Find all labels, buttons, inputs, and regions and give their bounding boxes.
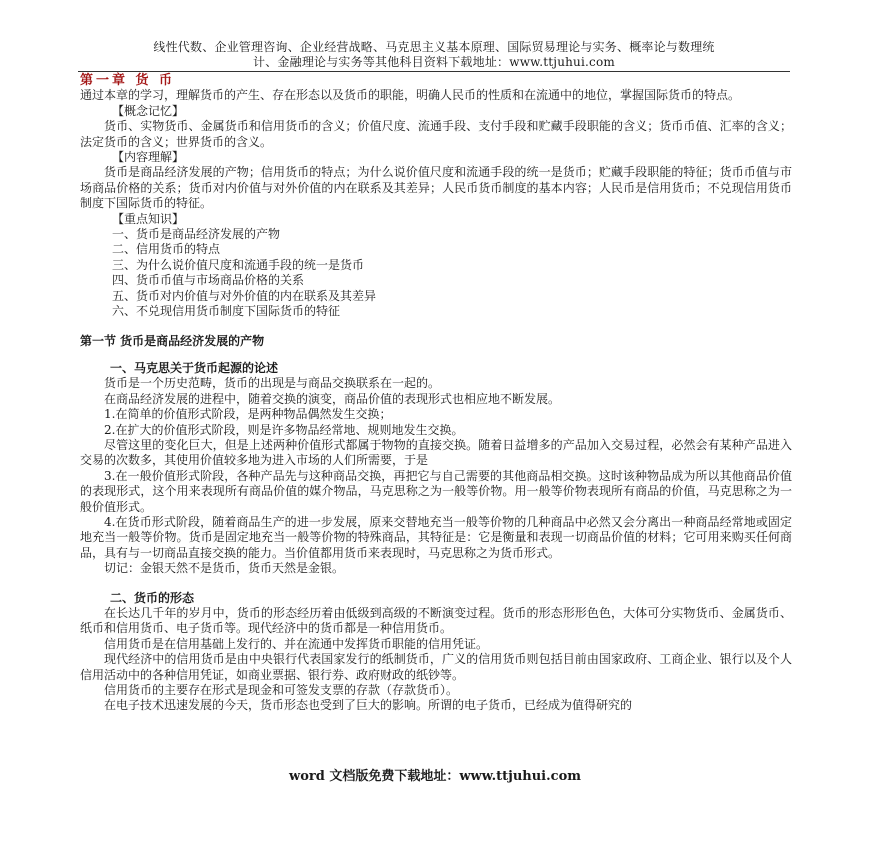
header-divider (78, 71, 790, 72)
concept-text: 货币、实物货币、金属货币和信用货币的含义；价值尺度、流通手段、支付手段和贮藏手段职能的含义；货币币值、汇率的含义；法定货币的含义；世界货币的含义。 (80, 119, 792, 149)
paragraph: 在商品经济发展的进程中，随着交换的演变，商品价值的表现形式也相应地不断发展。 (104, 391, 561, 406)
section-title: 第一节 货币是商品经济发展的产物 (80, 333, 265, 348)
paragraph: 货币是一个历史范畴，货币的出现是与商品交换联系在一起的。 (104, 376, 441, 391)
page-footer: word 文档版免费下载地址：www.ttjuhui.com (289, 769, 581, 784)
key-item: 六、不兑现信用货币制度下国际货币的特征 (112, 304, 341, 319)
paragraph: 4.在货币形式阶段，随着商品生产的进一步发展，原来交替地充当一般等价物的几种商品中必然又会分离出一种商品经常地或固定地充当一般等价物。货币是固定地充当一般等价物的特殊商品，其特征是：它是衡量和表现一切商品价值的材料；它可用来购买任何商品，具有与一切商品直接交换的能力。当价值都用货币来表现时，马克思称之为货币形式。 (80, 514, 792, 560)
paragraph: 在电子技术迅速发展的今天，货币形态也受到了巨大的影响。所谓的电子货币，已经成为值得研究的 (104, 698, 633, 713)
paragraph: 2.在扩大的价值形式阶段，则是许多物品经常地、规则地发生交换。 (104, 422, 464, 437)
paragraph: 现代经济中的信用货币是由中央银行代表国家发行的纸制货币，广义的信用货币则包括目前由国家政府、工商企业、银行以及个人信用活动中的各种信用凭证，如商业票据、银行券、政府财政的纸钞等。 (80, 652, 792, 682)
chapter-intro: 通过本章的学习，理解货币的产生、存在形态以及货币的职能，明确人民币的性质和在流通中的地位，掌握国际货币的特点。 (80, 88, 741, 103)
paragraph: 信用货币是在信用基础上发行的、并在流通中发挥货币职能的信用凭证。 (104, 636, 489, 651)
document-body (80, 73, 792, 714)
page-header (78, 40, 790, 70)
key-label: 【重点知识】 (112, 211, 185, 226)
key-list (80, 227, 792, 319)
paragraph: 信用货币的主要存在形式是现金和可签发支票的存款（存款货币）。 (104, 683, 459, 698)
content-label: 【内容理解】 (112, 150, 185, 165)
concept-label: 【概念记忆】 (112, 103, 185, 118)
subsection-title: 二、货币的形态 (110, 590, 195, 605)
header-line-1: 线性代数、企业管理咨询、企业经营战略、马克思主义基本原理、国际贸易理论与实务、概率论与数理统 (153, 40, 715, 54)
paragraph: 在长达几千年的岁月中，货币的形态经历着由低级到高级的不断演变过程。货币的形态形形色色，大体可分实物货币、金属货币、纸币和信用货币、电子货币等。现代经济中的货币都是一种信用货币。 (80, 606, 792, 636)
key-item: 三、为什么说价值尺度和流通手段的统一是货币 (112, 257, 365, 272)
subsection-title: 一、马克思关于货币起源的论述 (110, 360, 279, 375)
paragraph: 3.在一般价值形式阶段，各种产品先与这种商品交换，再把它与自己需要的其他商品相交换。这时该种物品成为所以其他商品价值的表现形式，这个用来表现所有商品价值的媒介物品，马克思称之为一般等价物。用一般等价物表现所有商品的价值，马克思称之为一般价值形式。 (80, 468, 792, 514)
header-line-2: 计、金融理论与实务等其他科目资料下载地址：www.ttjuhui.com (253, 55, 615, 69)
spacer (80, 577, 792, 591)
key-item: 一、货币是商品经济发展的产物 (112, 227, 281, 242)
key-item: 二、信用货币的特点 (112, 242, 221, 257)
paragraph: 尽管这里的变化巨大，但是上述两种价值形式都属于物物的直接交换。随着日益增多的产品加入交易过程，必然会有某种产品进入交易的次数多，其使用价值较多地为进入市场的人们所需要，于是 (80, 437, 792, 468)
paragraph: 切记：金银天然不是货币，货币天然是金银。 (104, 561, 345, 576)
paragraph: 1.在简单的价值形式阶段，是两种物品偶然发生交换； (104, 407, 392, 422)
key-item: 四、货币币值与市场商品价格的关系 (112, 273, 305, 288)
key-item: 五、货币对内价值与对外价值的内在联系及其差异 (112, 288, 377, 303)
content-text: 货币是商品经济发展的产物；信用货币的特点；为什么说价值尺度和流通手段的统一是货币；贮藏手段职能的特征；货币币值与市场商品价格的关系；货币对内价值与对外价值的内在联系及其差异；人民币货币制度的基本内容；人民币是信用货币；不兑现信用货币制度下国际货币的特征。 (80, 165, 792, 211)
chapter-title: 第一章 货 币 (80, 73, 176, 88)
